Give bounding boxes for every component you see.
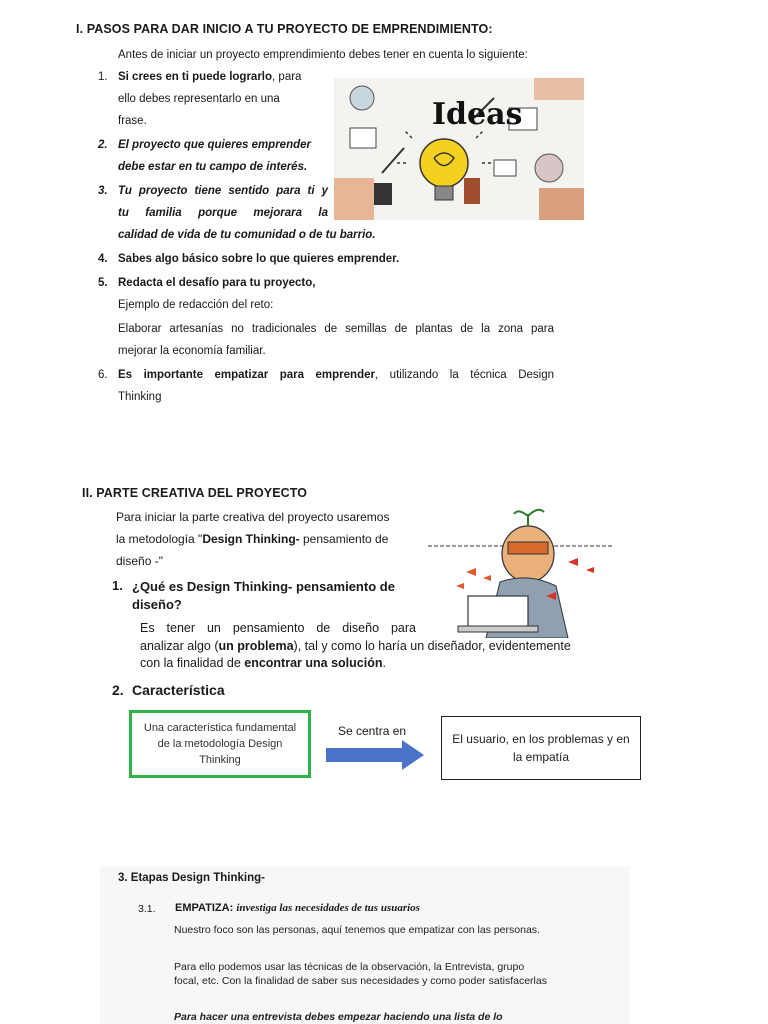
ideas-collage-icon: [334, 78, 584, 220]
example-text: mejorar la economía familiar.: [118, 345, 266, 357]
subsection-title: EMPATIZA: investiga las necesidades de tus usuarios: [175, 902, 420, 914]
list-item-text: tu familia porque mejorara la: [118, 207, 328, 219]
characteristic-box: Una característica fundamental de la metodología Design Thinking: [129, 710, 311, 778]
list-item-text: Sabes algo básico sobre lo que quieres emprender.: [118, 253, 400, 265]
answer-text: con la finalidad de encontrar una solución.: [140, 656, 386, 670]
design-thinking-illustration: [428, 506, 614, 638]
section3-paragraph: Para ello podemos usar las técnicas de la observación, la Entrevista, grupo focal, etc. Con la finalidad de saber sus necesidades y como poder satisfacerlas: [174, 961, 547, 987]
list-item-text: Si crees en ti puede lograrlo, para ello debes representarlo en una frase.: [118, 71, 302, 127]
list-item-number: 2.: [98, 139, 108, 151]
section1-intro: Antes de iniciar un proyecto emprendimiento debes tener en cuenta lo siguiente:: [118, 49, 528, 61]
list-item-number: 5.: [98, 277, 108, 289]
list-item-text: calidad de vida de tu comunidad o de tu barrio.: [118, 229, 376, 241]
section3-paragraph: Para hacer una entrevista debes empezar haciendo una lista de lo: [174, 1011, 503, 1023]
section1-heading: I. PASOS PARA DAR INICIO A TU PROYECTO DE EMPRENDIMIENTO:: [76, 22, 493, 36]
question-number: 1.: [112, 578, 123, 593]
list-item-text: Tu proyecto tiene sentido para ti y: [118, 185, 328, 197]
section2-intro: Para iniciar la parte creativa del proyecto usaremos la metodología "Design Thinking- pensamiento de diseño -": [116, 510, 390, 568]
diver-icon: [428, 506, 614, 638]
question-text: ¿Qué es Design Thinking- pensamiento de diseño?: [132, 579, 395, 612]
answer-text: Es tener un pensamiento de diseño para: [140, 621, 416, 635]
list-item-text: Es importante empatizar para emprender, utilizando la técnica Design: [118, 369, 554, 381]
example-label: Ejemplo de redacción del reto:: [118, 299, 274, 311]
section3-panel: [100, 866, 630, 1024]
user-focus-box: El usuario, en los problemas y en la empatía: [441, 716, 641, 780]
list-item: 1.: [98, 71, 108, 83]
arrow-label: Se centra en: [338, 724, 407, 738]
characteristic-heading: Característica: [132, 682, 225, 698]
arrow-right-icon: [326, 740, 426, 770]
example-text: Elaborar artesanías no tradicionales de semillas de plantas de la zona para: [118, 323, 554, 335]
list-item-text: Thinking: [118, 391, 162, 403]
list-item-number: 4.: [98, 253, 108, 265]
section3-paragraph: Nuestro foco son las personas, aquí tenemos que empatizar con las personas.: [174, 924, 540, 936]
list-item-text: Redacta el desafío para tu proyecto,: [118, 277, 316, 289]
list-item-number: 3.: [98, 185, 108, 197]
question-number: 2.: [112, 682, 124, 698]
ideas-illustration: [334, 78, 584, 220]
section2-heading: II. PARTE CREATIVA DEL PROYECTO: [82, 486, 308, 500]
answer-text: analizar algo (un problema), tal y como lo haría un diseñador, evidentemente: [140, 639, 571, 653]
section3-heading: 3. Etapas Design Thinking-: [118, 872, 265, 884]
list-item-text: El proyecto que quieres emprender debe estar en tu campo de interés.: [118, 139, 312, 173]
list-item-number: 6.: [98, 369, 108, 381]
ideas-word: Ideas: [432, 97, 523, 132]
subsection-number: 3.1.: [138, 903, 156, 915]
